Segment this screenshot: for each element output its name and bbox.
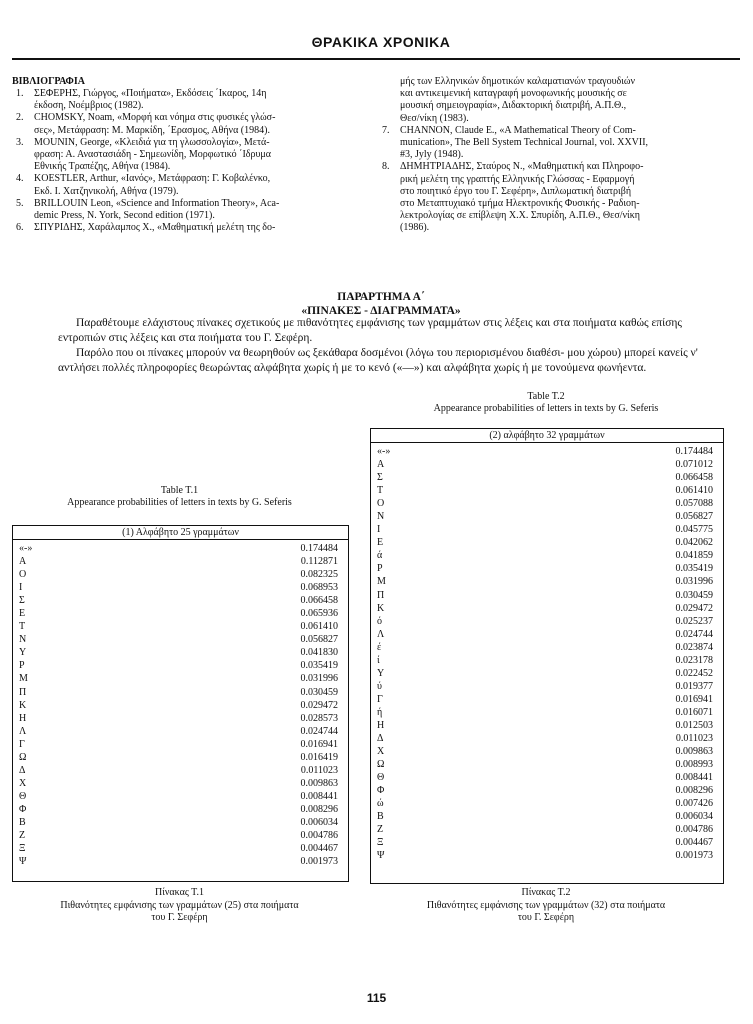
reference-line: λεκτρολογίας σε επίβλεψη Χ.Χ. Σπυρίδη, Α.Π.Θ., Θεσ/νίκη	[400, 210, 640, 222]
letter-cell: Η	[377, 719, 385, 731]
table-row	[371, 667, 723, 680]
reference-line: σες», Μετάφραση: Μ. Μαρκίδη, ΄Ερασμος, Αθήνα (1984).	[34, 124, 270, 136]
probability-cell: 0.045775	[675, 524, 713, 536]
table-row	[13, 686, 348, 699]
table-row	[371, 497, 723, 510]
reference-line: έκδοση, Νοέμβριος (1982).	[34, 100, 144, 112]
probability-cell: 0.066458	[300, 595, 338, 607]
letter-cell: Θ	[19, 790, 27, 802]
probability-cell: 0.029472	[300, 699, 338, 711]
table-row	[13, 777, 348, 790]
reference-item	[10, 112, 354, 136]
table-row	[371, 628, 723, 641]
page-number: 115	[366, 991, 387, 1005]
table-row	[371, 523, 723, 536]
letter-cell: Λ	[19, 725, 27, 737]
probability-cell: 0.071012	[675, 459, 713, 471]
reference-line: CHOMSKY, Noam, «Μορφή και νόημα στις φυσικές γλώσ-	[34, 112, 276, 124]
appendix-title: ΠΑΡΑΡΤΗΜΑ Α΄	[337, 291, 425, 303]
table1-description: Πιθανότητες εμφάνισης των γραμμάτων (25) στα ποιήματα	[60, 899, 299, 911]
table-row	[371, 784, 723, 797]
letter-cell: Π	[377, 589, 385, 601]
table-row	[13, 607, 348, 620]
letter-cell: Μ	[19, 673, 28, 685]
table1-header: (1) Αλφάβητο 25 γραμμάτων	[13, 526, 348, 540]
table1-caption-text: Appearance probabilities of letters in texts by G. Seferis	[67, 497, 292, 508]
table-row	[13, 594, 348, 607]
letter-cell: Ο	[19, 569, 27, 581]
table1	[12, 525, 349, 882]
table-row	[371, 654, 723, 667]
letter-cell: «-»	[377, 446, 391, 457]
reference-line: (1986).	[400, 222, 430, 234]
table-row	[13, 581, 348, 594]
table2-caption-title: Table T.2	[527, 391, 565, 402]
probability-cell: 0.001973	[300, 856, 338, 868]
letter-cell: Γ	[19, 738, 25, 750]
probability-cell: 0.068953	[300, 582, 338, 594]
reference-line: BRILLOUIN Leon, «Science and Information Theory», Aca-	[34, 197, 280, 209]
reference-line: ρική μελέτη της γραπτής Ελληνικής Γλώσσας - Εφαρμογή	[400, 173, 635, 185]
table-row	[371, 615, 723, 628]
header-rule	[12, 58, 740, 60]
probability-cell: 0.004467	[675, 837, 713, 849]
table2-caption-text: Appearance probabilities of letters in texts by G. Seferis	[433, 403, 659, 414]
reference-line: munication», The Bell System Technical Journal, vol. XXVII,	[400, 137, 649, 149]
letter-cell: Θ	[377, 772, 385, 784]
reference-number: 7.	[382, 124, 390, 136]
probability-cell: 0.022452	[675, 667, 713, 679]
table-row	[371, 693, 723, 706]
table2-header: (2) αλφάβητο 32 γραμμάτων	[371, 429, 723, 443]
probability-cell: 0.008296	[675, 785, 713, 797]
probability-cell: 0.031996	[300, 673, 338, 685]
reference-item	[376, 76, 720, 125]
letter-cell: Ψ	[377, 850, 385, 862]
reference-item	[10, 198, 354, 222]
probability-cell: 0.041859	[675, 550, 713, 562]
letter-cell: Β	[377, 811, 384, 823]
probability-cell: 0.008441	[300, 790, 338, 802]
letter-cell: Ξ	[19, 843, 26, 855]
reference-line: μουσική σημειογραφία», Διδακτορική διατριβή, Α.Π.Θ.,	[400, 100, 627, 112]
reference-line: KOESTLER, Arthur, «Ιανός», Μετάφραση: Γ. Κοβαλένκο,	[34, 173, 271, 185]
probability-cell: 0.056827	[675, 511, 713, 523]
table-row	[371, 810, 723, 823]
probability-cell: 0.030459	[675, 589, 713, 601]
table-row	[13, 855, 348, 868]
table2-body	[371, 443, 723, 863]
table-row	[13, 816, 348, 829]
letter-cell: Μ	[377, 576, 386, 588]
letter-cell: Ν	[377, 511, 385, 523]
table1-caption	[12, 485, 347, 509]
table-row	[371, 602, 723, 615]
table1-description-cont: του Γ. Σεφέρη	[151, 912, 208, 923]
probability-cell: 0.065936	[300, 608, 338, 620]
letter-cell: Τ	[377, 485, 384, 497]
table-row	[371, 458, 723, 471]
reference-line: μής των Ελληνικών δημοτικών καλαματιανών τραγουδιών	[400, 76, 636, 87]
probability-cell: 0.061410	[675, 485, 713, 497]
table-row	[371, 641, 723, 654]
table-row	[13, 842, 348, 855]
table-row	[371, 836, 723, 849]
table-row	[371, 823, 723, 836]
table-row	[371, 745, 723, 758]
table-row	[13, 764, 348, 777]
reference-line: Θεσ/νίκη (1983).	[400, 112, 469, 124]
letter-cell: ά	[377, 550, 383, 562]
reference-line: φραση: Α. Αναστασιάδη - Σημεωνίδη, Μορφωτικό ΄Ιδρυμα	[34, 149, 272, 161]
reference-line: ΔΗΜΗΤΡΙΑΔΗΣ, Σταύρος Ν., «Μαθηματική και Πληροφο-	[400, 161, 644, 173]
reference-number: 1.	[16, 88, 24, 99]
letter-cell: Ι	[19, 582, 23, 594]
letter-cell: ή	[377, 706, 383, 718]
appendix-intro	[58, 316, 708, 376]
table-row	[13, 699, 348, 712]
table-row	[371, 706, 723, 719]
table2-caption	[370, 391, 722, 415]
letter-cell: Ρ	[377, 563, 383, 575]
reference-number: 8.	[382, 161, 390, 173]
probability-cell: 0.112871	[300, 556, 338, 568]
letter-cell: Α	[377, 459, 385, 471]
reference-line: MOUNIN, George, «Κλειδιά για τη γλωσσολογία», Μετά-	[34, 136, 270, 148]
probability-cell: 0.057088	[675, 498, 713, 510]
appendix-heading	[40, 290, 722, 318]
table-row	[371, 484, 723, 497]
probability-cell: 0.031996	[675, 576, 713, 588]
probability-cell: 0.066458	[675, 472, 713, 484]
probability-cell: 0.011023	[300, 764, 338, 776]
letter-cell: Υ	[377, 667, 385, 679]
table2-description: Πιθανότητες εμφάνισης των γραμμάτων (32) στα ποιήματα	[426, 899, 666, 911]
table2-label: Πίνακας Τ.2	[521, 887, 571, 898]
probability-cell: 0.011023	[675, 733, 713, 745]
reference-line: ΣΠΥΡΙΔΗΣ, Χαράλαμπος Χ., «Μαθηματική μελέτη της δο-	[34, 222, 276, 234]
probability-cell: 0.041830	[300, 647, 338, 659]
reference-item	[376, 161, 720, 234]
reference-line: στο Μεταπτυχιακό τμήμα Ηλεκτρονικής Φυσικής - Ραδιοη-	[400, 198, 640, 210]
reference-line: demic Press, N. York, Second edition (1971).	[34, 210, 215, 222]
table-row	[371, 797, 723, 810]
table-row	[13, 672, 348, 685]
letter-cell: Π	[19, 686, 27, 698]
probability-cell: 0.030459	[300, 686, 338, 698]
table1-body	[13, 540, 348, 868]
letter-cell: Ψ	[19, 856, 27, 868]
table1-label: Πίνακας Τ.1	[154, 887, 204, 898]
table-row	[371, 680, 723, 693]
letter-cell: Η	[19, 712, 27, 724]
letter-cell: Ν	[19, 634, 27, 646]
table-row	[13, 725, 348, 738]
probability-cell: 0.035419	[675, 563, 713, 575]
letter-cell: Ι	[377, 524, 381, 536]
letter-cell: Β	[19, 816, 26, 828]
reference-line: Εθνικής Τραπέζης, Αθήνα (1984).	[34, 161, 171, 173]
probability-cell: 0.009863	[300, 777, 338, 789]
table-row	[371, 758, 723, 771]
probability-cell: 0.174484	[675, 446, 713, 457]
probability-cell: 0.019377	[675, 680, 713, 692]
probability-cell: 0.016419	[300, 751, 338, 763]
reference-line: και αντικειμενική καταγραφή μονοφωνικής μουσικής σε	[400, 88, 627, 100]
probability-cell: 0.016941	[300, 738, 338, 750]
probability-cell: 0.023874	[675, 641, 713, 653]
probability-cell: 0.061410	[300, 621, 338, 633]
references-left-column	[10, 88, 354, 234]
table-row	[371, 575, 723, 588]
letter-cell: Σ	[377, 472, 383, 484]
intro-paragraph-2: Παρόλο που οι πίνακες μπορούν να θεωρηθούν ως ξεκάθαρα δοσμένοι (λόγω του περιορισμένου διαθέσι- μου χώρου) μπορεί κανείς ν' αντλήσει πολλές πληροφορίες θεωρώντας αλφάβητα χωρίς ή με το κενό («—») και αλφάβητα χωρίς ή με τονούμενα φωνήεντα.	[58, 347, 698, 374]
letter-cell: ύ	[377, 680, 382, 692]
table-row	[371, 719, 723, 732]
reference-line: Εκδ. Ι. Χατζηνικολή, Αθήνα (1979).	[34, 185, 179, 197]
probability-cell: 0.006034	[300, 816, 338, 828]
probability-cell: 0.029472	[675, 602, 713, 614]
probability-cell: 0.042062	[675, 537, 713, 549]
letter-cell: Δ	[19, 764, 26, 776]
table-row	[13, 555, 348, 568]
letter-cell: Ε	[19, 608, 26, 620]
reference-number: 4.	[16, 173, 24, 185]
letter-cell: Ε	[377, 537, 384, 549]
probability-cell: 0.174484	[300, 543, 338, 554]
table-row	[371, 445, 723, 458]
probability-cell: 0.056827	[300, 634, 338, 646]
table1-footnote	[12, 887, 347, 925]
letter-cell: Κ	[377, 602, 385, 614]
table-row	[371, 732, 723, 745]
table-row	[371, 510, 723, 523]
table-row	[13, 712, 348, 725]
table-row	[13, 633, 348, 646]
appendix-subtitle: «ΠΙΝΑΚΕΣ - ΔΙΑΓΡΑΜΜΑΤΑ»	[301, 305, 461, 317]
letter-cell: Γ	[377, 693, 383, 705]
probability-cell: 0.023178	[675, 654, 713, 666]
table-row	[13, 790, 348, 803]
probability-cell: 0.035419	[300, 660, 338, 672]
table-row	[371, 562, 723, 575]
table2	[370, 428, 724, 884]
probability-cell: 0.004467	[300, 843, 338, 855]
probability-cell: 0.008993	[675, 759, 713, 771]
probability-cell: 0.028573	[300, 712, 338, 724]
letter-cell: Χ	[377, 746, 385, 758]
table-row	[13, 738, 348, 751]
table2-footnote	[370, 887, 722, 925]
letter-cell: Ζ	[19, 830, 26, 842]
reference-item	[10, 88, 354, 112]
table-row	[13, 542, 348, 555]
letter-cell: Τ	[19, 621, 26, 633]
table-row	[371, 549, 723, 562]
letter-cell: «-»	[19, 543, 33, 554]
table2-description-cont: του Γ. Σεφέρη	[517, 912, 575, 923]
letter-cell: Ξ	[377, 837, 384, 849]
reference-line: ΣΕΦΕΡΗΣ, Γιώργος, «Ποιήματα», Εκδόσεις ΄Ικαρος, 14η	[34, 88, 267, 99]
letter-cell: Λ	[377, 628, 385, 640]
table-row	[371, 849, 723, 862]
references-right-column	[376, 76, 720, 235]
letter-cell: Υ	[19, 647, 27, 659]
letter-cell: Φ	[377, 785, 385, 797]
letter-cell: Ζ	[377, 824, 384, 836]
table-row	[371, 536, 723, 549]
table-row	[371, 471, 723, 484]
probability-cell: 0.009863	[675, 746, 713, 758]
letter-cell: Ρ	[19, 660, 25, 672]
probability-cell: 0.007426	[675, 798, 713, 810]
reference-item	[376, 125, 720, 162]
probability-cell: 0.016941	[675, 693, 713, 705]
reference-number: 3.	[16, 136, 24, 148]
letter-cell: Χ	[19, 777, 27, 789]
probability-cell: 0.012503	[675, 719, 713, 731]
letter-cell: Ω	[377, 759, 385, 771]
letter-cell: έ	[377, 641, 382, 653]
probability-cell: 0.004786	[300, 830, 338, 842]
probability-cell: 0.082325	[300, 569, 338, 581]
letter-cell: Κ	[19, 699, 27, 711]
probability-cell: 0.004786	[675, 824, 713, 836]
table-row	[371, 771, 723, 784]
running-header: ΘΡΑΚΙΚΑ ΧΡΟΝΙΚΑ	[311, 34, 451, 50]
table-row	[13, 803, 348, 816]
letter-cell: Α	[19, 556, 27, 568]
probability-cell: 0.006034	[675, 811, 713, 823]
probability-cell: 0.008296	[300, 803, 338, 815]
reference-number: 5.	[16, 197, 24, 209]
probability-cell: 0.025237	[675, 615, 713, 627]
table-row	[13, 659, 348, 672]
reference-item	[10, 173, 354, 197]
reference-item	[10, 137, 354, 174]
table-row	[13, 829, 348, 842]
letter-cell: ί	[377, 654, 380, 666]
reference-item	[10, 222, 354, 234]
table-row	[371, 589, 723, 602]
letter-cell: Δ	[377, 733, 384, 745]
letter-cell: ό	[377, 615, 382, 627]
table-row	[13, 646, 348, 659]
reference-number: 2.	[16, 112, 24, 124]
table-row	[13, 620, 348, 633]
reference-line: στο ποιητικό έργο του Γ. Σεφέρη», Διπλωματική διατριβή	[400, 185, 632, 197]
table1-caption-title: Table T.1	[160, 485, 199, 496]
letter-cell: ώ	[377, 798, 384, 810]
probability-cell: 0.008441	[675, 772, 713, 784]
letter-cell: Σ	[19, 595, 25, 607]
reference-line: #3, Jyly (1948).	[400, 149, 464, 161]
letter-cell: Φ	[19, 803, 27, 815]
probability-cell: 0.024744	[300, 725, 338, 737]
table-row	[13, 751, 348, 764]
table-row	[13, 568, 348, 581]
reference-number: 6.	[16, 222, 24, 234]
probability-cell: 0.024744	[675, 628, 713, 640]
letter-cell: Ο	[377, 498, 385, 510]
probability-cell: 0.001973	[675, 850, 713, 862]
reference-line: CHANNON, Claude E., «A Mathematical Theory of Com-	[400, 124, 636, 136]
bibliography-title: ΒΙΒΛΙΟΓΡΑΦΙΑ	[12, 76, 85, 87]
intro-paragraph-1: Παραθέτουμε ελάχιστους πίνακες σχετικούς με πιθανότητες εμφάνισης των γραμμάτων στις λέξεις και στα ποιήματα καθώς επίσης εντροπιών στις λέξεις και στα ποιήματα του Γ. Σεφέρη.	[58, 317, 682, 344]
probability-cell: 0.016071	[675, 706, 713, 718]
letter-cell: Ω	[19, 751, 27, 763]
